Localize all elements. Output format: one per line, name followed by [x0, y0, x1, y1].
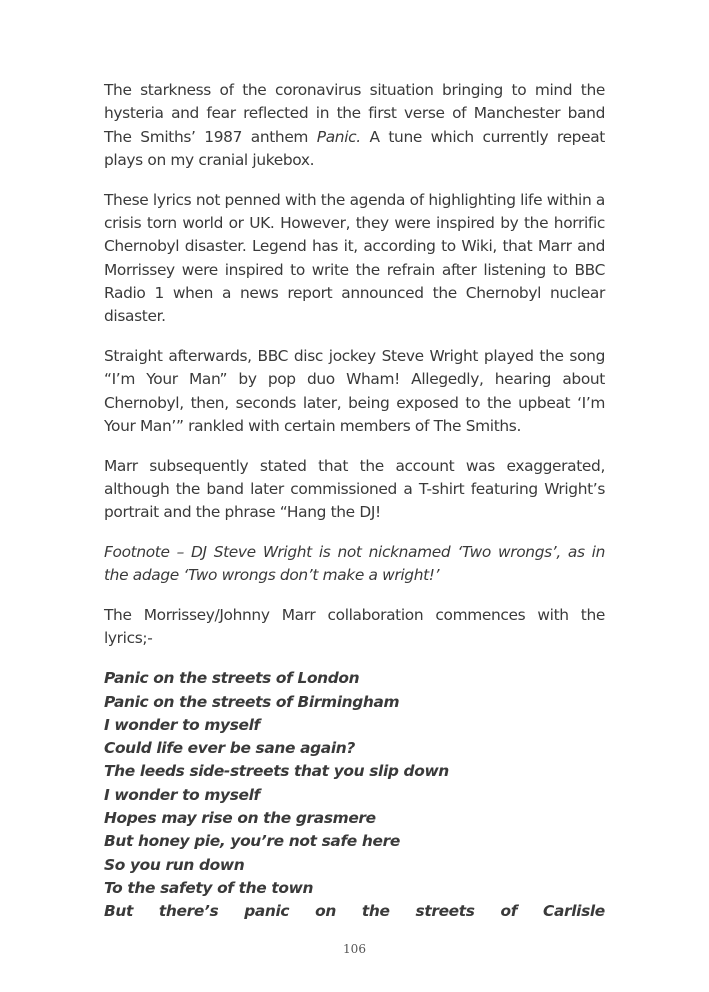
lyric-word: on	[315, 902, 336, 921]
paragraph-intro-text-start: The starkness of the coronavirus situation bringing to mind the hysteria and fear reflected in the first verse of Manchester band The Smiths’ 1987 anthem	[104, 81, 605, 146]
lyric-line: The leeds side-streets that you slip down	[104, 762, 449, 781]
paragraph-collaboration: The Morrissey/Johnny Marr collaboration commences with the lyrics;-	[104, 606, 605, 648]
page-number: 106	[343, 942, 366, 956]
lyric-word: panic	[244, 902, 290, 921]
paragraph-steve-wright: Straight afterwards, BBC disc jockey Steve Wright played the song “I’m Your Man” by pop duo Wham! Allegedly, hearing about Chernobyl, then, seconds later, being exposed to the upbeat ‘I’m Your Man’” rankled with certain members of The Smiths.	[104, 346, 605, 435]
lyric-word: But	[104, 902, 133, 921]
lyric-line: To the safety of the town	[104, 878, 314, 897]
lyric-line: Hopes may rise on the grasmere	[104, 809, 376, 828]
lyric-line: Could life ever be sane again?	[104, 739, 355, 758]
lyric-word: Carlisle	[543, 902, 605, 921]
lyric-line: So you run down	[104, 855, 245, 874]
lyric-word: there’s	[158, 902, 219, 921]
paragraph-intro	[104, 79, 605, 172]
lyric-line-last	[104, 900, 605, 923]
paragraph-intro-text-end: A tune which currently repeat plays on my cranial jukebox.	[104, 127, 605, 169]
paragraph-chernobyl: These lyrics not penned with the agenda of highlighting life within a crisis torn world or UK. However, they were inspired by the horrific Chernobyl disaster. Legend has it, according to Wiki, that Marr and Morrissey were inspired to write the refrain after listening to BBC Radio 1 when a news report announced the Chernobyl nuclear disaster.	[104, 190, 605, 326]
lyric-line: I wonder to myself	[104, 715, 260, 734]
footnote: Footnote – DJ Steve Wright is not nicknamed ‘Two wrongs’, as in the adage ‘Two wrongs don’t make a wright!’	[104, 543, 605, 585]
lyric-line: But honey pie, you’re not safe here	[104, 832, 400, 851]
paragraph-marr-statement: Marr subsequently stated that the account was exaggerated, although the band later commissioned a T-shirt featuring Wright’s portrait and the phrase “Hang the DJ!	[104, 456, 605, 522]
document-page	[104, 79, 605, 924]
lyric-word: streets	[415, 902, 475, 921]
lyric-line: I wonder to myself	[104, 785, 260, 804]
lyric-line: Panic on the streets of London	[104, 669, 360, 688]
lyrics-block	[104, 667, 605, 923]
lyric-word: of	[500, 902, 518, 921]
lyric-word: the	[361, 902, 390, 921]
song-title-panic: Panic.	[316, 127, 361, 146]
lyric-line: Panic on the streets of Birmingham	[104, 692, 400, 711]
